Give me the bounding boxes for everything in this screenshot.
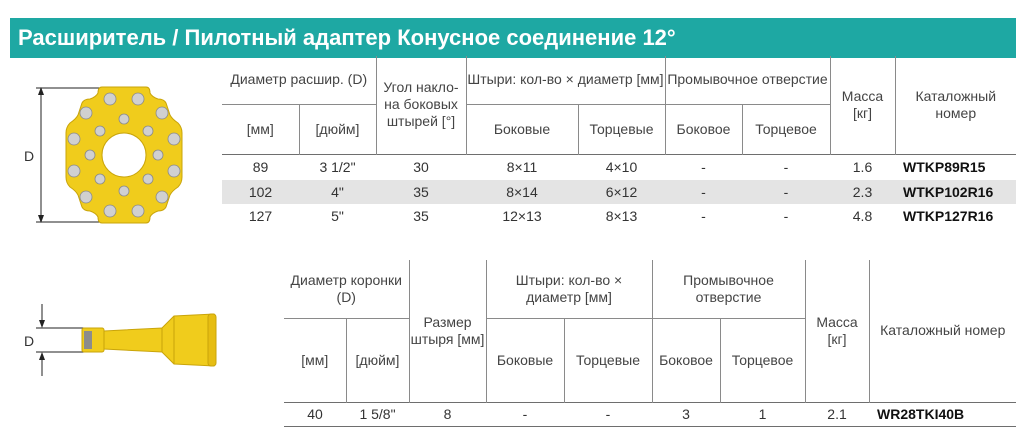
cell-flush-face: - — [742, 180, 830, 204]
header-inch: [дюйм] — [299, 104, 376, 154]
cell-catalog: WTKP102R16 — [895, 180, 1016, 204]
cell-inch: 3 1/2" — [299, 154, 376, 180]
table-row — [222, 204, 1016, 228]
header-flush: Промывочное отверстие — [652, 260, 805, 318]
header-mm: [мм] — [284, 318, 346, 402]
header-face-buttons: Торцевые — [564, 318, 652, 402]
pilot-adapter-illustration — [12, 300, 232, 390]
header-side-buttons: Боковые — [466, 104, 578, 154]
cell-side: - — [486, 402, 564, 426]
page-title: Расширитель / Пилотный адаптер Конусное соединение 12° — [10, 18, 1016, 58]
cell-mass: 4.8 — [852, 207, 873, 224]
header-mass: Масса [кг] — [805, 260, 869, 402]
cell-inch: 1 5/8" — [346, 402, 409, 426]
cell-mass: 2.3 — [830, 180, 895, 204]
reamer-illustration — [10, 75, 210, 255]
cell-angle: 30 — [376, 154, 466, 180]
cell-mass: 1.6 — [830, 154, 895, 180]
diameter-label: D — [24, 333, 35, 349]
cell-flush-side: 3 — [652, 402, 720, 426]
header-side-buttons: Боковые — [486, 318, 564, 402]
cell-flush-side: - — [665, 180, 742, 204]
diameter-label: D — [24, 148, 35, 164]
header-diameter: Диаметр расшир. (D) — [222, 56, 376, 104]
table-row — [284, 402, 1016, 426]
header-diameter: Диаметр коронки (D) — [284, 260, 409, 318]
cell-flush-side: - — [701, 207, 706, 224]
header-mass: Масса [кг] — [830, 56, 895, 154]
cell-face: 8×13 — [605, 207, 638, 224]
cell-catalog: WTKP89R15 — [895, 154, 1016, 180]
cell-mm: 127 — [248, 207, 273, 224]
cell-angle: 35 — [413, 207, 429, 224]
cell-face: 4×10 — [578, 154, 665, 180]
cell-mm: 40 — [284, 402, 346, 426]
header-catalog: Каталожный номер — [915, 87, 997, 121]
cell-side: 8×11 — [466, 154, 578, 180]
header-buttons: Штыри: кол-во × диаметр [мм] — [486, 260, 652, 318]
cell-flush-side: - — [665, 154, 742, 180]
header-buttons: Штыри: кол-во × диаметр [мм] — [466, 56, 665, 104]
header-angle: Угол накло-на боковых штырей [°] — [376, 56, 466, 154]
pilot-adapter-table — [284, 260, 1016, 427]
cell-mm: 102 — [222, 180, 299, 204]
cell-side: 12×13 — [502, 207, 542, 224]
header-inch: [дюйм] — [346, 318, 409, 402]
header-catalog: Каталожный номер — [880, 322, 1006, 339]
table-row — [222, 154, 1016, 180]
cell-mm: 89 — [222, 154, 299, 180]
cell-angle: 35 — [376, 180, 466, 204]
cell-pin-size: 8 — [409, 402, 486, 426]
header-pin-size: Размер штыря [мм] — [409, 260, 486, 402]
cell-inch: 4" — [299, 180, 376, 204]
cell-flush-face: 1 — [720, 402, 805, 426]
cell-catalog: WTKP127R16 — [903, 207, 994, 224]
cell-face: - — [564, 402, 652, 426]
cell-flush-face: - — [783, 207, 789, 224]
header-mm: [мм] — [222, 104, 299, 154]
header-flush: Промывочное отверстие — [665, 56, 830, 104]
header-flush-face: Торцевое — [720, 318, 805, 402]
header-face-buttons: Торцевые — [578, 104, 665, 154]
cell-mass: 2.1 — [805, 402, 869, 426]
cell-catalog: WR28TKI40B — [869, 402, 1016, 426]
header-flush-side: Боковое — [652, 318, 720, 402]
cell-inch: 5" — [331, 207, 344, 224]
header-flush-face: Торцевое — [742, 104, 830, 154]
cell-side: 8×14 — [466, 180, 578, 204]
header-flush-side: Боковое — [665, 104, 742, 154]
table-row — [222, 180, 1016, 204]
cell-flush-face: - — [742, 154, 830, 180]
reamer-table — [222, 56, 1016, 228]
cell-face: 6×12 — [578, 180, 665, 204]
adapter-body — [82, 314, 216, 366]
